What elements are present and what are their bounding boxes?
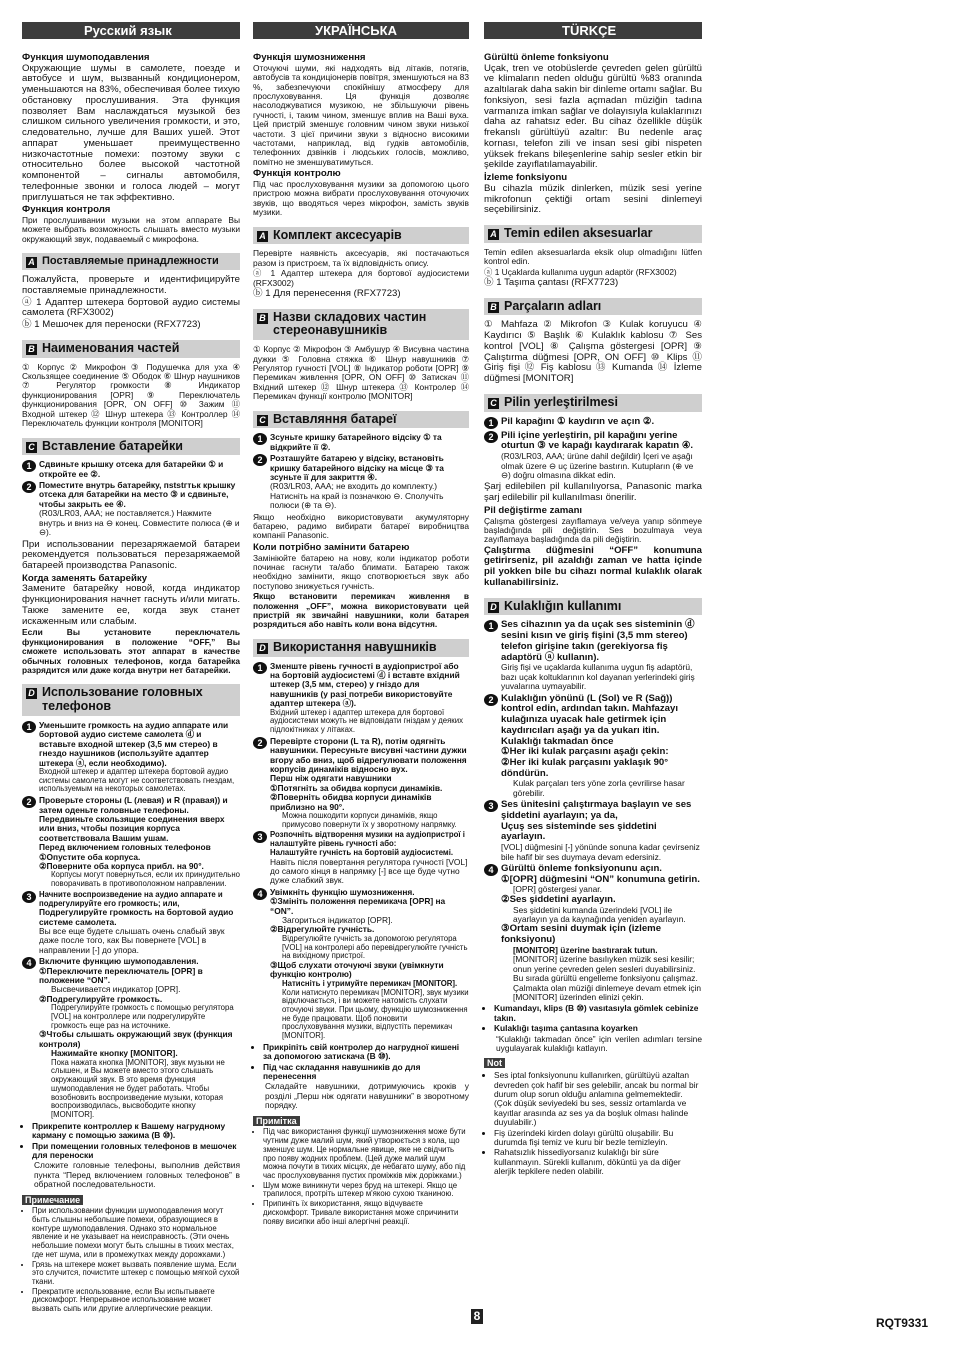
note-item: • Ses iptal fonksiyonunu kullanırken, gürültüyü azaltan devreden çok hafif bir ses gelebilir, ancak bu normal bir durum olup sorun olduğu anlamına gelmemektedir. (Çok düşük seviyedeki bu ses, sessiz ortamlarda ve kayıtlar arasında az ses ya da boşluk olması halinde duyulabilir.) <box>494 1071 702 1127</box>
step-detail: Можна пошкодити корпуси динаміків, якщо примусово повернути їх у зворотному напрямку. <box>282 811 457 829</box>
step-detail: Вы все еще будете слышать очень слабый звук даже после того, как Вы повернете [VOL] в направлении [-] до упора. <box>39 926 225 955</box>
section-c-title: Вставляння батареї <box>273 411 397 426</box>
step-text: Kulaklığın yönünü (L (Sol) ve R (Sağ)) kontrol edin, ardından takın. Mahfazayı kulağınıza uyacak hale getirmek için kaydırıcıları aşağı ya da yukarı itin. <box>501 692 678 736</box>
usage-bullets <box>253 1043 469 1082</box>
step-text: Перевірте сторони (L та R), потім одягніть навушники. Пересуньте висувні частини дужки вгору або вниз, щоб відрегулювати положення корпусів динаміків відносно вух. <box>270 735 467 774</box>
battery-replace-text: Замініюйте батарею на нову, коли індикатор роботи починає гаснути та/або блимати. Батарею також необхідно замінити, якщо спотворюється звук або поступово знижується гучність. <box>253 552 469 591</box>
step-number-icon: 1 <box>22 721 36 733</box>
battery-recommendation: При использовании перезаряжаемой батареи рекомендуется пользоваться перезаряжаемой батареей производства Panasonic. <box>22 538 240 571</box>
section-a-badge: A <box>257 231 268 242</box>
noise-function-text: Uçak, tren ve otobüslerde çevreden gelen gürültü ve klimaların neden olduğu gürültü %83 oranında azaltılarak daha sakin bir dinleme ortamı sağlar. Bu fonksiyon, sesi fazla açmadan müziğin tadına varmanıza imkan sağlar ve dolayısıyla kulaklarınızı daha az rahatsız eder. Bu cihaz özellikle düşük frekanslı gürültüyü azaltır: Bu nedenle araç kornası, telefon zili ve insan sesi gibi nispeten yüksek frekans bileşenlerine sahip sesler etkin bir şekilde zayıflatılamayabilir. <box>484 62 702 171</box>
section-d-title: Використання навушників <box>273 639 437 654</box>
note-label: Примечание <box>22 1195 83 1205</box>
step-sub: ①Змініть положення перемикача [OPR] на “ON”. <box>270 896 446 916</box>
step-number-icon: 2 <box>253 737 267 749</box>
section-a-title: Temin edilen aksesuarlar <box>504 226 653 241</box>
section-a-heading <box>253 227 469 245</box>
step-text: Включите функцию шумоподавления. <box>39 956 199 967</box>
step-detail: Корпусы могут повернуться, если их принудительно поворачивать в противоположном направлении. <box>51 870 240 889</box>
accessories-text: Пожалуйста, проверьте и идентифицируйте поставляемые принадлежности. <box>22 274 240 296</box>
section-a-title: Поставляемые принадлежности <box>42 255 219 268</box>
language-header: TÜRKÇE <box>484 22 702 39</box>
parts-list: ① Корпус ② Мікрофон ③ Амбушур ④ Висувна частина дужки ⑤ Головна стяжка ⑥ Шнур навушників ⑦ Регулятор гучності [VOL] ⑧ Індикатор роботи [OPR] ⑨ Перемикач живлення [OPR, ON OFF] ⑩ Затискач ⑪ Вхідний штекер ⑫ Шнур штекера ⑬ Контролер ⑭ Перемикач функції контролю [MONITOR] <box>253 344 469 402</box>
step-sub: ①Her iki kulak parçasını aşağı çekin: <box>501 746 669 758</box>
bullet-item: • Kulaklığı taşıma çantasına koyarken <box>494 1024 702 1033</box>
note-item: • Під час використання функції шумозниження може бути чутним дуже малий шум, який утворюється з кола, що зменшує шум. Це нормальне явище, яке не свідчить про появу жодних проблем. (Цей дуже малий шум можна почути в тихих місцях, де небагато шуму, або під час прослуховування пустих проміжків між доріжками.) <box>263 1128 469 1180</box>
section-a-badge: A <box>26 257 37 268</box>
accessory-item: ⓐ 1 Uçaklarda kullanıma uygun adaptör (RFX3002) <box>484 266 677 277</box>
page-number: 8 <box>471 1309 483 1324</box>
usage-step-2 <box>253 737 469 830</box>
step-number-icon: 2 <box>484 431 498 443</box>
accessory-item: ⓑ 1 Мешочек для переноски (RFX7723) <box>22 319 201 331</box>
step-text: Поместите внутрь батарейку, пststгтьк крышку отсека для батарейки на место ③ и сдвиньте, чтобы закрыть ее ④. <box>39 480 236 509</box>
battery-replace-title: Коли потрібно замінити батарею <box>253 541 410 553</box>
step-number-icon: 1 <box>484 417 498 429</box>
battery-recommendation: Якщо необхідно використовувати акумуляторну батарею, радимо вибирати батареї виробництва компанії Panasonic. <box>253 511 469 541</box>
step-detail: Коли натиснуто перемикач [MONITOR], звук музики відключається, і ви можете натомість слухати оточуючі звуки. При цьому, функцію шумозниження не буде працювати. Щоб поновити прослуховування музики, відпустіть перемикач [MONITOR]. <box>282 987 469 1041</box>
step-number-icon: 2 <box>484 694 498 706</box>
note-item: • Прекратите использование, если Вы испытываете дискомфорт. Непрерывное использование может вызвать сыпь или другие аллергические реакции. <box>32 1288 240 1314</box>
section-b-heading <box>22 340 240 358</box>
step-detail: Giriş fişi ve uçaklarda kullanıma uygun fiş adaptörü, bazı uçak koltuklarının kol dayanan yerlerindeki giriş yuvalarına uymayabilir. <box>501 662 695 692</box>
noise-function-text: Окружающие шумы в самолете, поезде и автобусе и шум, вызванный кондиционером, уменьшаются на 83%, обеспечивая более тихую обстановку прослушивания. Эта функция позволяет Вам наслаждаться музыкой без слишком сильного увеличения громкости, и это, следовательно, лучше для Ваших ушей. Этот аппарат уменьшает преимущественно низкочастотные помехи: поэтому звуки с относительно более высокой частотной компонентой – сигналы автомобиля, телефонные звонки и голоса людей – могут приглушаться не так эффективно. <box>22 62 240 203</box>
step-number-icon: 3 <box>253 831 267 843</box>
section-b-title: Parçaların adları <box>504 298 602 313</box>
step-sub: ②Подрегулируйте громкость. <box>39 993 163 1004</box>
step-text: Проверьте стороны (L (левая) и R (правая)) и затем оденьте головные телефоны. Передвиньте скользящие соединения вверх или вниз, чтобы позиция корпуса соответствовала Вашим ушам. <box>39 795 228 843</box>
column-ukrainian <box>253 22 469 1227</box>
section-b-badge: B <box>26 344 37 355</box>
usage-step-1 <box>253 662 469 735</box>
section-c-badge: C <box>488 398 499 409</box>
step-detail: [MONITOR] üzerine basılıyken müzik sesi kesilir; onun yerine çevreden gelen sesleri duyabilirsiniz. Bu sırada gürültü engelleme fonksiyonu çalışmaz. Çalmakta olan müziği dinlemeye devam etmek için [MONITOR] üzerinden elinizi çekin. <box>513 954 702 1002</box>
step-number-icon: 1 <box>484 620 498 632</box>
battery-replace-text: Çalışma göstergesi zayıflamaya ve/veya yanıp sönmeye başladığında pili değiştirin. Ses bozulmaya veya zayıflamaya başladığında da pili değiştirin. <box>484 515 702 545</box>
step-sub: ②Her iki kulak parçasını yaklaşık 90° döndürün. <box>501 756 669 779</box>
step-sub: [MONITOR] üzerine bastırarak tutun. <box>513 944 658 955</box>
notes-list <box>253 1128 469 1226</box>
step-text: Ses cihazının ya da uçak ses sisteminin ⓓ sesini kısın ve giriş fişini (3,5 mm stereo) telefon girişine takın (gerekiyorsa fiş adaptörü ⓐ kullanın). <box>501 619 695 663</box>
monitor-function-text: Bu cihazla müzik dinlerken, müzik sesi yerine mikrofonun çektiği ortam sesini dinlemeyi seçebilirsiniz. <box>484 182 702 216</box>
step-text: Налаштуйте гучність на бортовій аудіосистемі. <box>270 847 454 857</box>
usage-step-2 <box>22 796 240 889</box>
note-item: • Грязь на штекере может вызвать появление шума. Если это случится, почистите штекер с помощью мягкой сухой ткани. <box>32 1261 240 1287</box>
step-sub: ①Переключите переключатель [OPR] в положение “ON”. <box>39 965 203 986</box>
section-a-heading <box>22 253 240 270</box>
note-item: • Шум може виникнути через бруд на штекері. Якщо це трапилося, протріть штекер м'якою сухою тканиною. <box>263 1182 469 1199</box>
step-number-icon: 1 <box>253 662 267 674</box>
note-item: • При использовании функции шумоподавления могут быть слышны небольшие помехи, образующиеся в контуре шумоподавления. Однако это нормальное явление и не указывает на неисправность. (Эти очень небольшие помехи могут быть слышны в тихих местах, где нет шума, или в промежутках между дорожками.) <box>32 1207 240 1259</box>
accessory-item: ⓑ 1 Для перенесення (RFX7723) <box>253 287 401 299</box>
section-c-title: Pilin yerleştirilmesi <box>504 394 618 409</box>
noise-function-title: Gürültü önleme fonksiyonu <box>484 52 609 63</box>
note-label: Not <box>484 1058 505 1068</box>
step-text: Сдвиньте крышку отсека для батарейки ① и откройте ее ②. <box>39 459 224 479</box>
usage-step-3 <box>484 800 702 862</box>
accessory-item: ⓐ 1 Адаптер штекера бортовой аудио системы самолета (RFX3002) <box>22 296 240 319</box>
battery-replace-text: Замените батарейку новой, когда индикатор функционирования начнет гаснуть и/или мигать. Также замените ее, когда звук станет искаженным или слабым. <box>22 583 240 627</box>
step-detail: (R03/LR03, AAA; не входить до комплекту.) Натисніть на край із позначкою ⊖. Сполучіть полюси (⊕ та ⊖). <box>270 481 444 511</box>
step-text: Ses ünitesini çalıştırmaya başlayın ve ses şiddetini ayarlayın; ya da, <box>501 799 692 821</box>
column-russian <box>22 22 240 1315</box>
language-header: УКРАЇНСЬКА <box>253 22 469 39</box>
step-sub: ②Поверните оба корпуса прибл. на 90°. <box>39 860 204 871</box>
accessory-item: ⓑ 1 Taşıma çantası (RFX7723) <box>484 276 619 288</box>
step-text: Начните воспроизведение на аудио аппарате и подрегулируйте его громкость; или, <box>39 889 223 908</box>
step-sub: ②Відрегулюйте гучність. <box>270 924 375 935</box>
step-detail: Навіть після повертання регулятора гучності [VOL] до самого кінця в напрямку [-] все ще буде чутно дуже слабкий звук. <box>270 856 468 886</box>
usage-step-3 <box>22 891 240 955</box>
section-b-title: Назви складових частин стереонавушників <box>273 309 427 338</box>
section-b-badge: B <box>488 302 499 313</box>
step-number-icon: 4 <box>22 957 36 969</box>
step-number-icon: 2 <box>22 796 36 808</box>
usage-step-1 <box>22 721 240 794</box>
note-item: • Припиніть їх використання, якщо відчуваєте дискомфорт. Тривале використання може спричинити появу висипки або інші алергічні реакції. <box>263 1200 469 1226</box>
section-d-badge: D <box>488 602 499 613</box>
section-a-badge: A <box>488 229 499 240</box>
step-detail: (R03/LR03, AAA; ürüne dahil değildir) İçeri ve aşağı olmak üzere ⊖ uç üzerine bastırın. Kutupların (⊕ ve ⊖) doğru olmasına dikkat edin. <box>501 451 694 480</box>
battery-step-1 <box>484 417 702 429</box>
step-number-icon: 3 <box>484 800 498 812</box>
battery-step-1 <box>253 433 469 452</box>
noise-function-text: Оточуючі шуми, які надходять від літаків, потягів, автобусів та кондиціонерів повітря, зменшуються на 83 %, забезпечуючи спокійнішу атмосферу для прослуховування. Ця функція дозволяє насолоджуватися музикою, не збільшуючи рівень гучності, і, таким чином, зменшує вплив на Ваші вуха. Цей пристрій зменшує головним чином звуки низької частоти. З цієї причини звуки з відносно високими частотами, наприклад, від гудків автомобілів, телефонних дзвінків і людських голосів, можливо, помітно не зменшуватимуться. <box>253 62 469 167</box>
step-text: Pili içine yerleştirin, pil kapağını yerine oturtun ③ ve kapağı kaydırarak kapatın ④. <box>501 429 694 452</box>
step-sub: ②Ses şiddetini ayarlayın. <box>501 893 616 905</box>
section-b-badge: B <box>257 313 268 324</box>
step-sub: ①Опустите оба корпуса. <box>39 851 141 862</box>
section-c-title: Вставление батарейки <box>42 438 183 453</box>
notes-list <box>484 1071 702 1176</box>
step-number-icon: 3 <box>22 891 36 903</box>
section-c-heading <box>22 438 240 456</box>
step-number-icon: 2 <box>253 454 267 466</box>
step-detail: Відрегулюйте гучність за допомогою регулятора [VOL] на контролері або перевідрегулюйте гучність на вихідному пристрої. <box>282 933 468 961</box>
section-c-badge: C <box>257 415 268 426</box>
section-b-heading <box>484 298 702 316</box>
step-text: Увімкніть функцію шумозниження. <box>270 886 415 897</box>
section-d-heading <box>484 598 702 616</box>
section-d-badge: D <box>26 688 37 699</box>
step-sub: ③Ortam sesini duymak için (izleme fonksiyonu) <box>501 923 662 946</box>
battery-off-note: Çalıştırma düğmesini “OFF” konumuna getirirseniz, pil azaldığı zaman ve hatta içinde pil yokken bile bu cihazı normal kulaklık olarak kullanabilirsiniz. <box>484 544 702 588</box>
note-item: • Fiş üzerindeki kirden dolayı gürültü oluşabilir. Bu durumda fişi temiz ve kuru bir bezle temizleyin. <box>494 1129 702 1148</box>
bullet-item: • Під час складання навушників до для перенесення <box>263 1063 469 1082</box>
language-header: Русский язык <box>22 22 240 39</box>
bullet-item: • Прикріпіть свій контролер до нагрудної кишені за допомогою затискача (B ⑩). <box>263 1043 469 1062</box>
usage-step-1 <box>484 620 702 691</box>
step-detail: Пока нажата кнопка [MONITOR], звук музыки не слышен, и Вы можете вместо этого слышать окружающий звук. В это время функция шумоподавления не будет работать. Чтобы возобновить воспроизведение музыки, которая воспроизводилась, высвободите кнопку [MONITOR]. <box>51 1057 225 1119</box>
step-subheading: Перш ніж одягати навушники <box>270 773 392 784</box>
monitor-function-text: При прослушивании музыки на этом аппарате Вы можете выбрать возможность слышать вместо музыки окружающий звук, подаваемый с микрофона. <box>22 215 240 244</box>
usage-bullets <box>484 1004 702 1033</box>
step-subheading: Kulaklığı takmadan önce <box>501 735 614 747</box>
noise-function-title: Функція шумозниження <box>253 52 366 63</box>
monitor-function-title: Функція контролю <box>253 168 341 180</box>
step-number-icon: 4 <box>484 864 498 876</box>
step-detail: Вхідний штекер і адаптер штекера для бортової аудіосистеми можуть не відповідати гніздам у деяких підлокітниках у літаках. <box>270 707 463 735</box>
battery-step-2 <box>22 481 240 537</box>
section-d-title: Kulaklığın kullanımı <box>504 598 622 613</box>
battery-step-2 <box>484 431 702 481</box>
step-detail: Kulak parçaları ters yöne zorla çevrilirse hasar görebilir. <box>513 778 685 798</box>
battery-replace-title: Когда заменять батарейку <box>22 572 148 584</box>
battery-recommendation: Şarj edilebilen pil kullanılıyorsa, Panasonic marka şarj edilebilir pil kullanılması önerilir. <box>484 481 702 504</box>
step-number-icon: 2 <box>22 481 36 493</box>
accessories-text: Temin edilen aksesuarlarda eksik olup olmadığını lütfen kontrol edin. <box>484 246 702 267</box>
usage-step-3 <box>253 831 469 885</box>
battery-step-1 <box>22 460 240 479</box>
storage-text: Складайте навушники, дотримуючись кроків у розділі „Перш ніж одягати навушники” в зворотному порядку. <box>265 1081 469 1111</box>
battery-step-2 <box>253 454 469 510</box>
step-sub: ②Поверніть обидва корпуси динаміків приблизно на 90°. <box>270 792 432 812</box>
step-detail: Ses şiddetini kumanda üzerindeki [VOL] ile ayarlayın ya da kaynağında yeniden ayarlayın. <box>513 904 686 925</box>
noise-function-title: Функция шумоподавления <box>22 52 150 63</box>
step-text: Gürültü önleme fonksiyonunu açın. <box>501 863 662 875</box>
document-code: RQT9331 <box>875 1316 928 1330</box>
battery-replace-title: Pil değiştirme zamanı <box>484 504 583 516</box>
notes-list <box>22 1207 240 1314</box>
step-detail: Загориться індикатор [OPR]. <box>282 915 393 926</box>
step-sub: ③Щоб слухати оточуючі звуки (увімкнути функцію контролю) <box>270 960 444 980</box>
monitor-function-title: İzleme fonksiyonu <box>484 172 568 184</box>
step-sub: ③Чтобы слышать окружающий звук (функция контроля) <box>39 1029 233 1049</box>
usage-step-4 <box>22 957 240 1119</box>
step-sub: Нажимайте кнопку [MONITOR]. <box>51 1048 178 1059</box>
step-sub: Натисніть і утримуйте перемикач [MONITOR]. <box>282 978 458 988</box>
step-text: Уменьшите громкость на аудио аппарате или бортовой аудио системе самолета ⓓ и вставьте входной штекер (3,5 мм стерео) в гнездо наушников (используйте адаптер штекера ⓐ, если необходимо). <box>39 719 229 768</box>
section-c-heading <box>484 394 702 412</box>
section-b-title: Наименования частей <box>42 340 180 355</box>
parts-list: ① Корпус ② Микрофон ③ Подушечка для уха ④ Скользящее соединение ⑤ Ободок ⑥ Шнур наушников ⑦ Регулятор громкости ⑧ Индикатор функционирования [OPR] ⑨ Переключатель функционирования [OPR, ON OFF] ⑩ Зажим ⑪ Входной штекер ⑫ Шнур штекера ⑬ Контроллер ⑭ Переключатель функции контроля [MONITOR] <box>22 361 240 429</box>
step-number-icon: 1 <box>22 460 36 472</box>
section-d-heading <box>22 684 240 716</box>
section-c-heading <box>253 411 469 429</box>
step-sub: ①Потягніть за обидва корпуси динаміків. <box>270 782 443 793</box>
bullet-item: • Kumandayı, klips (B ⑩) vasıtasıyla gömlek cebinize takın. <box>494 1004 702 1023</box>
note-label: Примітка <box>253 1116 300 1126</box>
step-detail: Подрегулируйте громкость с помощью регулятора [VOL] на контроллере или подрегулируйте громкость еще раз на источнике. <box>51 1003 234 1030</box>
step-detail: Высвечивается индикатор [OPR]. <box>51 984 181 995</box>
step-text: Зсуньте кришку батарейного відсіку ① та відкрийте її ②. <box>270 432 442 452</box>
section-a-title: Комплект аксесуарів <box>273 227 402 242</box>
section-d-badge: D <box>257 643 268 654</box>
step-text: Pil kapağını ① kaydırın ve açın ②. <box>501 415 655 427</box>
step-text: Розпочніть відтворення музики на аудіопристрої і налаштуйте рівень гучності або: <box>270 830 465 849</box>
step-number-icon: 4 <box>253 888 267 900</box>
step-sub: ①[OPR] düğmesini “ON” konumuna getirin. <box>501 873 700 885</box>
step-detail: [OPR] göstergesi yanar. <box>513 884 602 895</box>
step-detail: Входной штекер и адаптер штекера бортовой аудио системы самолета могут не соответствовать гнездам, используемым на некоторых самолетах. <box>39 766 235 794</box>
parts-list: ① Mahfaza ② Mikrofon ③ Kulak koruyucu ④ Kaydırıcı ⑤ Başlık ⑥ Kulaklık kablosu ⑦ Ses kontrol [VOL] ⑧ Çalışma göstergesi [OPR] ⑨ Çalıştırma düğmesi [OPR, ON OFF] ⑩ Klips ⑪ Giriş fişi ⑫ Fiş kablosu ⑬ Kumanda ⑭ İzleme düğmesi [MONITOR] <box>484 319 702 385</box>
section-d-heading <box>253 639 469 657</box>
bullet-item: • Прикрепите контроллер к Вашему нагрудному карману с помощью зажима (B ⑩). <box>32 1122 240 1141</box>
step-text: Uçuş ses sisteminde ses şiddetini ayarlayın. <box>501 820 657 843</box>
battery-off-note: Якщо встановити перемикач живлення в положення „OFF”, можна використовувати цей пристрій як звичайні навушники, коли батарея розрядиться або навіть коли вона відсутня. <box>253 591 469 630</box>
step-text: Подрегулируйте громкость на бортовой аудио системе самолета. <box>39 907 234 927</box>
step-text: Зменште рівень гучності в аудіопристрої або на бортовій аудіосистемі ⓓ і вставте вхідний штекер (3,5 мм, стерео) у гніздо для навушників (у разі потреби використовуйте адаптер штекера ⓐ). <box>270 660 460 709</box>
storage-text: Сложите головные телефоны, выполнив действия пункта “Перед включением головных телефонов” в обратной последовательности. <box>34 1160 240 1190</box>
section-a-heading <box>484 225 702 243</box>
section-b-heading <box>253 309 469 341</box>
step-detail: [VOL] düğmesini [-] yönünde sonuna kadar çevirseniz bile hafif bir ses duymaya devam edersiniz. <box>501 842 700 862</box>
column-turkish <box>484 22 702 1178</box>
usage-step-4 <box>484 864 702 1002</box>
accessories-text: Перевірте наявність аксесуарів, які постачаються разом із пристроєм, та їх відповідність опису. <box>253 248 469 268</box>
section-c-badge: C <box>26 442 37 453</box>
storage-text: “Kulaklığı takmadan önce” için verilen adımları tersine uygulayarak kulaklığı katlayın. <box>496 1033 702 1053</box>
monitor-function-text: Під час прослуховування музики за допомогою цього пристрою можна вибрати прослуховування оточуючих звуків, що вводяться через мікрофон, замість звуків музики. <box>253 178 469 218</box>
battery-off-note: Если Вы установите переключатель функционирования в положение “OFF,” Вы сможете использовать этот аппарат в качестве обычных головных телефонов, когда батарейка разрядится или даже когда внутри нет батарейки. <box>22 627 240 675</box>
bullet-item: • При помещении головных телефонов в мешочек для переноски <box>32 1142 240 1161</box>
usage-step-2 <box>484 694 702 799</box>
monitor-function-title: Функция контроля <box>22 204 111 216</box>
step-number-icon: 1 <box>253 433 267 445</box>
accessory-item: ⓐ 1 Адаптер штекера для бортової аудіосистеми (RFX3002) <box>253 268 469 288</box>
usage-bullets <box>22 1122 240 1161</box>
step-text: Розташуйте батарею у відсіку, встановіть кришку батарейного відсіку на місце ③ та зсуньте її для закриття ④. <box>270 453 444 482</box>
note-item: • Rahatsızlık hissediyorsanız kulaklığı bir süre kullanmayın. Sürekli kullanım, döküntü ya da diğer alerjik tepkilere neden olabilir. <box>494 1148 702 1176</box>
usage-step-4 <box>253 888 469 1041</box>
section-d-title: Использование головных телефонов <box>42 685 203 714</box>
step-detail: (R03/LR03, AAA; не поставляется.) Нажмите внутрь и вниз на ⊖ конец. Совместите полюса (⊕ и ⊖). <box>39 508 240 538</box>
step-subheading: Перед включением головных телефонов <box>39 842 211 853</box>
